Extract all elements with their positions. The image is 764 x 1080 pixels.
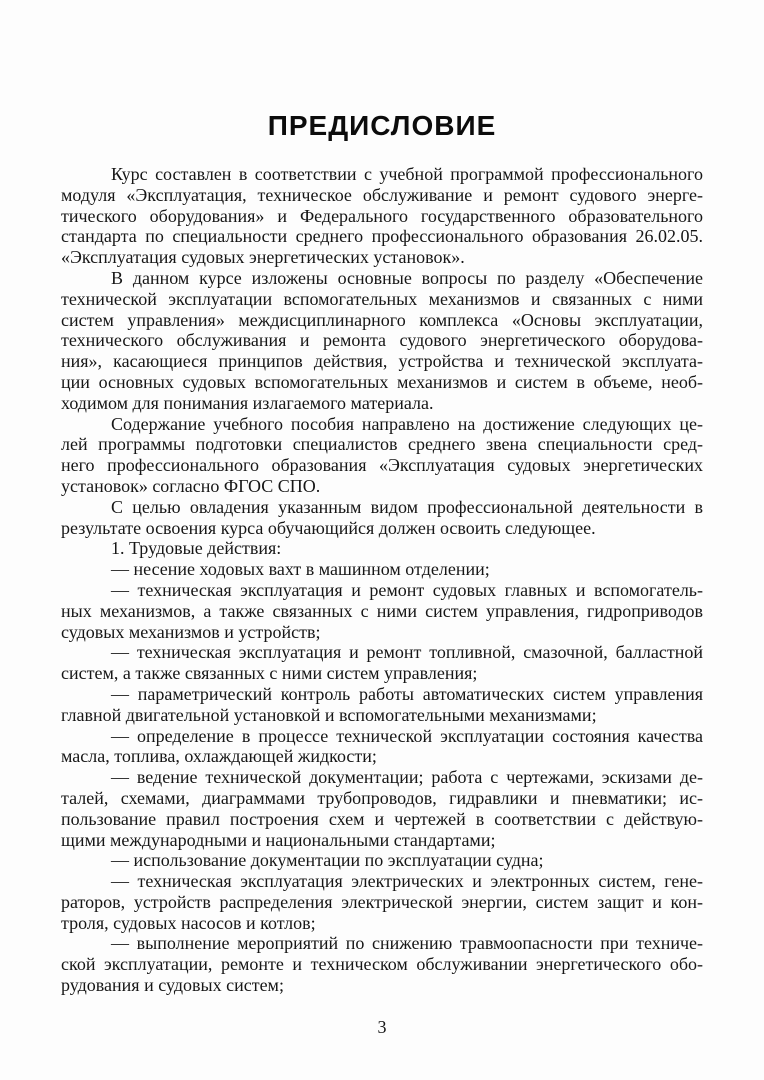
page-title: ПРЕДИСЛОВИЕ xyxy=(267,110,497,141)
text-line: судовых механизмов и устройств; xyxy=(61,621,321,642)
text-line: масла, топлива, охлаждающей жидкости; xyxy=(61,746,377,767)
text-line: — техническая эксплуатация и ремонт судовых главных и вспомогатель- xyxy=(111,579,703,600)
text-line: раторов, устройств распределения электрической энергии, систем защит и кон- xyxy=(61,891,703,912)
text-line: тического оборудования» и Федерального государственного образовательного xyxy=(61,205,703,226)
text-line: — выполнение мероприятий по снижению травмоопасности при техниче- xyxy=(111,933,703,954)
paragraph xyxy=(61,497,703,539)
text-line: систем, а также связанных с ними систем управления; xyxy=(61,663,478,684)
page-body xyxy=(61,164,703,996)
paragraph xyxy=(61,268,703,414)
text-line: стандарта по специальности среднего профессионального образования 26.02.05. xyxy=(61,226,703,247)
text-line: лей программы подготовки специалистов среднего звена специальности сред- xyxy=(61,434,703,455)
paragraph xyxy=(61,538,703,559)
text-line: него профессионального образования «Эксплуатация судовых энергетических xyxy=(61,455,703,476)
paragraph xyxy=(61,871,703,933)
text-line: установок» согласно ФГОС СПО. xyxy=(61,475,321,496)
text-line: рудования и судовых систем; xyxy=(61,975,284,996)
paragraph xyxy=(61,164,703,268)
text-line: ции основных судовых вспомогательных механизмов и систем в объеме, необ- xyxy=(61,371,703,392)
paragraph xyxy=(61,684,703,726)
paragraph xyxy=(61,559,703,580)
text-line: — параметрический контроль работы автоматических систем управления xyxy=(111,683,703,704)
text-line: — несение ходовых вахт в машинном отделении; xyxy=(111,559,490,580)
text-line: «Эксплуатация судовых энергетических установок». xyxy=(61,247,465,268)
text-line: В данном курсе изложены основные вопросы по разделу «Обеспечение xyxy=(111,267,703,288)
text-line: систем управления» междисциплинарного комплекса «Основы эксплуатации, xyxy=(61,309,703,330)
text-line: ской эксплуатации, ремонте и техническом обслуживании энергетического обо- xyxy=(61,954,703,975)
text-line: — ведение технической документации; работа с чертежами, эскизами де- xyxy=(111,767,703,788)
text-line: талей, схемами, диаграммами трубопроводов, гидравлики и пневматики; ис- xyxy=(61,787,703,808)
paragraph xyxy=(61,580,703,642)
text-line: — техническая эксплуатация электрических и электронных систем, гене- xyxy=(111,871,703,892)
text-line: Содержание учебного пособия направлено на достижение следующих це- xyxy=(111,413,703,434)
paragraph xyxy=(61,850,703,871)
page-number: 3 xyxy=(377,1016,387,1037)
paragraph xyxy=(61,414,703,497)
text-line: С целью овладения указанным видом профессиональной деятельности в xyxy=(111,496,703,517)
text-line: технической эксплуатации вспомогательных механизмов и связанных с ними xyxy=(61,288,703,309)
text-line: пользование правил построения схем и чертежей в соответствии с действую- xyxy=(61,808,703,829)
paragraph xyxy=(61,933,703,995)
text-line: 1. Трудовые действия: xyxy=(111,538,282,559)
text-line: технического обслуживания и ремонта судового энергетического оборудова- xyxy=(61,330,703,351)
paragraph xyxy=(61,726,703,768)
paragraph xyxy=(61,642,703,684)
text-line: — использование документации по эксплуатации судна; xyxy=(111,850,544,871)
text-line: ных механизмов, а также связанных с ними систем управления, гидроприводов xyxy=(61,600,703,621)
paragraph xyxy=(61,767,703,850)
text-line: ходимом для понимания излагаемого материала. xyxy=(61,392,434,413)
text-line: Курс составлен в соответствии с учебной программой профессионального xyxy=(111,164,703,184)
text-line: ния», касающиеся принципов действия, устройства и технической эксплуата- xyxy=(61,351,703,372)
text-line: — определение в процессе технической эксплуатации состояния качества xyxy=(111,725,703,746)
text-line: результате освоения курса обучающийся должен освоить следующее. xyxy=(61,517,596,538)
text-line: троля, судовых насосов и котлов; xyxy=(61,912,316,933)
text-line: — техническая эксплуатация и ремонт топливной, смазочной, балластной xyxy=(111,642,703,663)
text-line: щими международными и национальными стандартами; xyxy=(61,829,496,850)
text-line: модуля «Эксплуатация, техническое обслуживание и ремонт судового энерге- xyxy=(61,184,703,205)
text-line: главной двигательной установкой и вспомогательными механизмами; xyxy=(61,704,597,725)
